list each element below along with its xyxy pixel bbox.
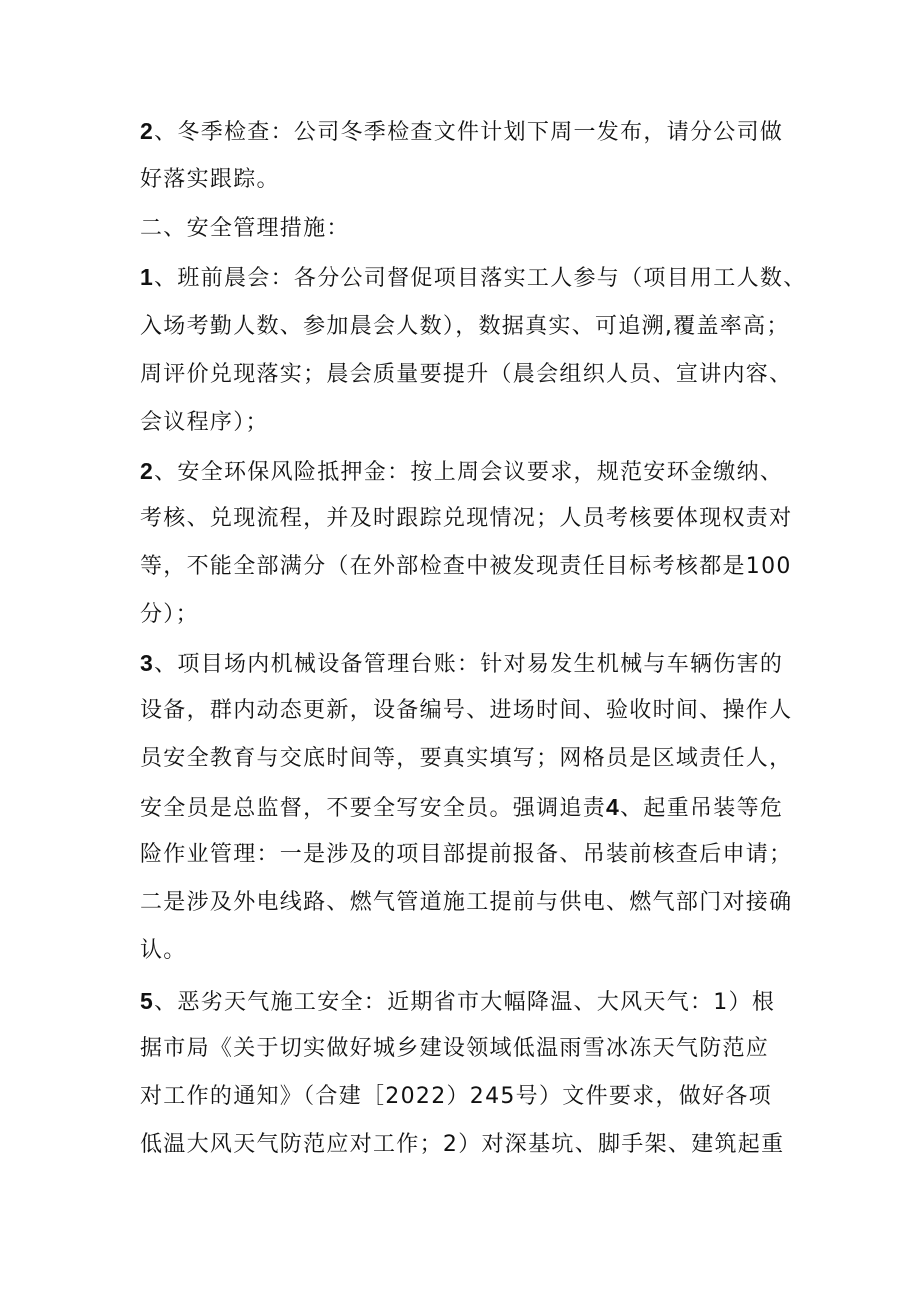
item-number: 2 bbox=[140, 118, 155, 144]
line-text: 好落实跟踪。 bbox=[140, 167, 280, 192]
line-text: 员安全教育与交底时间等，要真实填写；网格员是区域责任人， bbox=[140, 746, 793, 771]
text-line bbox=[140, 696, 792, 726]
line-text: 认。 bbox=[140, 938, 187, 963]
text-line bbox=[140, 936, 187, 966]
text-line bbox=[140, 165, 280, 195]
line-text: 入场考勤人数、参加晨会人数），数据真实、可追溯,覆盖率高； bbox=[140, 314, 790, 339]
text-line bbox=[140, 504, 792, 534]
text-line bbox=[140, 312, 790, 342]
line-text: 等，不能全部满分（在外部检查中被发现责任目标考核都是100 bbox=[140, 554, 792, 579]
line-text: 设备，群内动态更新，设备编号、进场时间、验收时间、操作人 bbox=[140, 698, 793, 723]
line-text: 会议程序）； bbox=[140, 410, 269, 435]
line-text: 周评价兑现落实；晨会质量要提升（晨会组织人员、宣讲内容、 bbox=[140, 362, 793, 387]
text-line bbox=[140, 840, 792, 870]
text-line bbox=[140, 986, 775, 1018]
text-line bbox=[140, 552, 792, 582]
text-line bbox=[140, 116, 783, 148]
line-text: 分）； bbox=[140, 602, 199, 627]
line-text: 据市局《关于切实做好城乡建设领域低温雨雪冰冻天气防范应 bbox=[140, 1036, 770, 1061]
text-line bbox=[140, 408, 269, 438]
line-text: 、起重吊装等危 bbox=[620, 796, 784, 821]
text-line bbox=[140, 744, 792, 774]
line-text: 考核、兑现流程，并及时跟踪兑现情况；人员考核要体现权责对 bbox=[140, 506, 793, 531]
line-text: 、安全环保风险抵押金：按上周会议要求，规范安环金缴纳、 bbox=[154, 460, 784, 485]
line-text: 、恶劣天气施工安全：近期省市大幅降温、大风天气：1）根 bbox=[154, 990, 776, 1015]
item-number: 5 bbox=[140, 988, 155, 1014]
text-line bbox=[140, 600, 199, 630]
item-number: 2 bbox=[140, 458, 155, 484]
text-line bbox=[140, 360, 792, 390]
line-text: 低温大风天气防范应对工作；2）对深基坑、脚手架、建筑起重 bbox=[140, 1132, 785, 1157]
text-line bbox=[140, 648, 783, 680]
text-line bbox=[140, 888, 792, 918]
text-line bbox=[140, 1130, 784, 1160]
line-text: 、班前晨会：各分公司督促项目落实工人参与（项目用工人数、 bbox=[154, 266, 807, 291]
item-number: 3 bbox=[140, 650, 155, 676]
text-line bbox=[140, 792, 783, 824]
item-number: 4 bbox=[606, 794, 621, 820]
line-text: 二、安全管理措施： bbox=[140, 216, 350, 241]
section-heading bbox=[140, 214, 350, 244]
text-line bbox=[140, 1034, 769, 1064]
text-line bbox=[140, 262, 807, 294]
line-text: 安全员是总监督，不要全写安全员。强调追责 bbox=[140, 796, 607, 821]
text-line bbox=[140, 456, 783, 488]
item-number: 1 bbox=[140, 264, 155, 290]
line-text: 对工作的通知》（合建［2022）245号）文件要求，做好各项 bbox=[140, 1084, 772, 1109]
line-text: 险作业管理：一是涉及的项目部提前报备、吊装前核查后申请； bbox=[140, 842, 793, 867]
line-text: 、冬季检查：公司冬季检查文件计划下周一发布，请分公司做 bbox=[154, 120, 784, 145]
line-text: 、项目场内机械设备管理台账：针对易发生机械与车辆伤害的 bbox=[154, 652, 784, 677]
line-text: 二是涉及外电线路、燃气管道施工提前与供电、燃气部门对接确 bbox=[140, 890, 793, 915]
text-line bbox=[140, 1082, 772, 1112]
